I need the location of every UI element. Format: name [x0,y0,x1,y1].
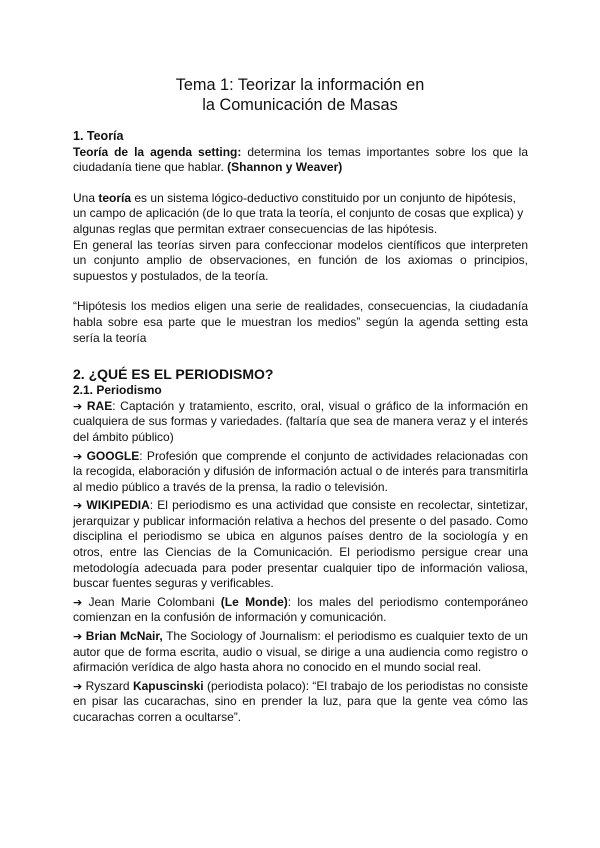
agenda-setting-text: determina los temas importantes sobre los que la ciudadanía tiene que hablar. [73,144,529,175]
definition-item [73,679,528,726]
definition-text: : los males del periodismo contemporáneo comienzan en la confusión de información y comunicación. [73,594,528,625]
definition-text: : Profesión que comprende el conjunto de actividades relacionadas con la recogida, elaboración y difusión de información actual o de interés para transmitirla al medio público a través de la prensa, la radio o televisión. [73,448,528,494]
definition-text: The Sociology of Journalism: el periodismo es cualquier texto de un autor que de forma escrita, audio o visual, se dirige a una audiencia como registro o afirmación verídica de algo hasta ahora no conocido en el mundo social real. [73,629,528,675]
hypothesis-quote-paragraph: “Hipótesis los medios eligen una serie de realidades, consecuencias, la ciudadanía habla sobre esa parte que le muestran los medios” según la agenda setting esta sería la teoría [73,299,528,345]
definition-item [73,595,528,626]
definition-source: GOOGLE [86,448,140,463]
theory-pre: Una [73,190,99,205]
definition-source: Kapuscinski [132,678,204,693]
agenda-setting-term: Teoría de la agenda setting: [73,144,242,159]
theory-term: teoría [98,190,132,205]
title-line-1: Tema 1: Teorizar la información en [175,76,425,94]
document-title [0,75,600,115]
definition-source: (Le Monde) [220,594,288,609]
arrow-icon: ➔ [73,399,83,413]
agenda-setting-authors: (Shannon y Weaver) [227,160,343,175]
definition-text: (periodista polaco): “El trabajo de los periodistas no consiste en pisar las cucarachas, sino en prender la luz, para que la gente vea cómo las cucarachas corren a ocultarse”. [73,678,528,724]
arrow-icon: ➔ [73,499,83,513]
arrow-icon: ➔ [73,679,83,693]
theory-text: es un sistema lógico-deductivo constituido por un conjunto de hipótesis, un campo de aplicación (de lo que trata la teoría, el conjunto de cosas que explica) y algunas reglas que permitan extraer consecuencias de las hipótesis. [73,190,524,236]
theory-models-paragraph: En general las teorías sirven para confeccionar modelos científicos que interpreten un conjunto amplio de observaciones, en función de los axiomas o principios, supuestos y postulados, de la teoría. [73,237,528,283]
arrow-icon: ➔ [73,595,83,609]
definition-item [73,498,528,592]
definition-prefix: Ryszard [82,678,133,693]
definition-item [73,399,528,446]
arrow-icon: ➔ [73,630,83,644]
definition-text: : El periodismo es una actividad que consiste en recolectar, sintetizar, jerarquizar y publicar información relativa a hechos del presente o del pasado. Como disciplina el periodismo se ubica en algunos países dentro de la sociología y en otros, entre las Ciencias de la Comunicación. El periodismo persigue crear una metodología adecuada para poder presentar cualquier tipo de información valiosa, buscar fuentes seguras y verificables. [73,498,528,591]
definition-prefix: Jean Marie Colombani [82,594,221,609]
title-line-2: la Comunicación de Masas [202,96,398,114]
document-body [73,129,528,726]
definition-source: RAE [86,398,113,413]
section-2-heading: 2. ¿QUÉ ES EL PERIODISMO? [73,366,274,383]
agenda-setting-paragraph [73,145,528,176]
definition-text: : Captación y tratamiento, escrito, oral, visual o gráfico de la información en cualquiera de sus formas y variedades. (faltaría que sea de manera veraz y el interés del ámbito público) [73,398,528,444]
arrow-icon: ➔ [73,449,83,463]
definition-item [73,629,528,676]
section-1-heading: 1. Teoría [73,129,124,143]
definitions-list [73,399,528,726]
section-2-1-subheading: 2.1. Periodismo [73,383,162,398]
definition-source: WIKIPEDIA [86,498,150,513]
definition-item [73,449,528,496]
definition-source: Brian McNair, [85,629,163,644]
theory-definition-paragraph [73,191,528,238]
